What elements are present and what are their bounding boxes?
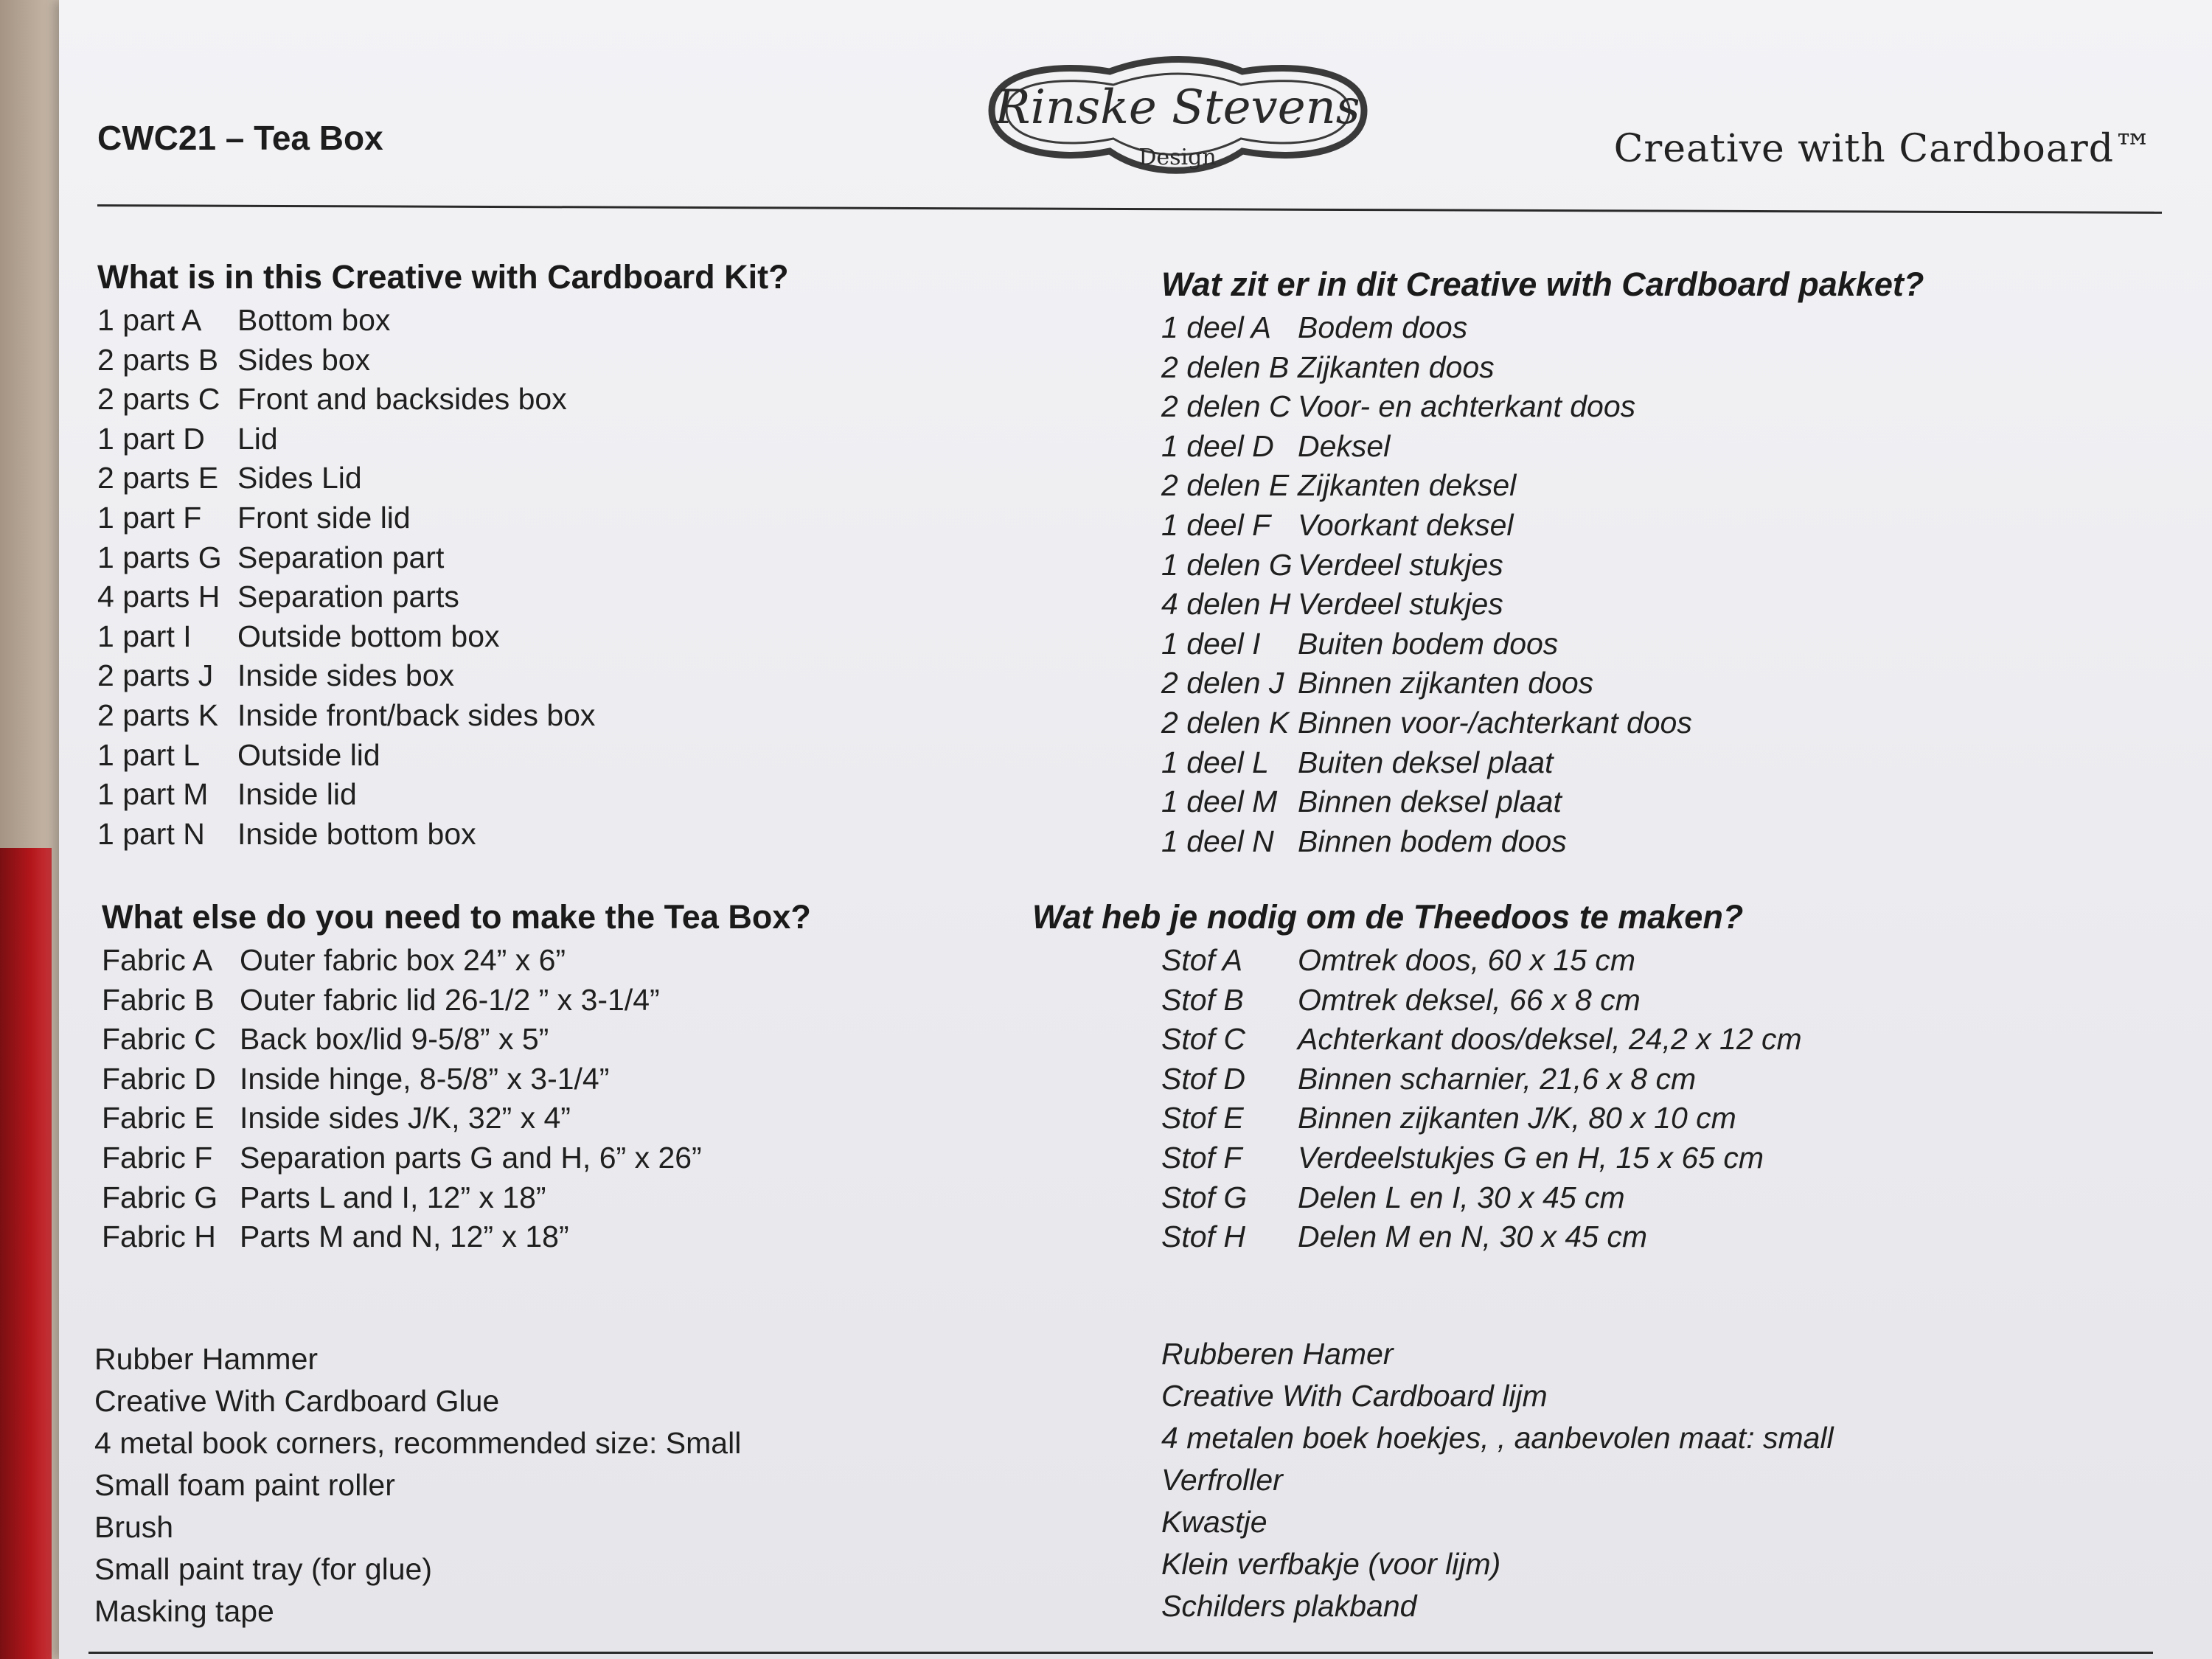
item-label: Fabric C <box>102 1022 216 1057</box>
item-label: Stof B <box>1161 982 1244 1017</box>
kit-contents-dutch <box>1161 265 2179 861</box>
item-label: Stof A <box>1161 943 1243 977</box>
item-label: Stof G <box>1161 1180 1248 1214</box>
list-item <box>1161 782 2179 822</box>
list-item <box>97 775 1056 815</box>
list-item <box>1161 941 2183 981</box>
item-description: Voor- en achterkant doos <box>1298 389 1636 424</box>
item-description: Inside hinge, 8-5/8” x 3-1/4” <box>240 1061 610 1096</box>
item-label: 2 delen C <box>1161 389 1291 424</box>
needs-list-dutch <box>1032 941 2183 1257</box>
item-label: Fabric B <box>102 982 215 1017</box>
item-description: Inside bottom box <box>237 816 476 851</box>
item-label: 2 parts K <box>97 698 219 732</box>
list-item <box>97 498 1056 538</box>
item-label: Fabric F <box>102 1140 213 1175</box>
item-label: Stof D <box>1161 1061 1245 1096</box>
item-description: Binnen bodem doos <box>1298 824 1567 858</box>
instruction-sheet <box>59 0 2212 1659</box>
list-item <box>97 380 1056 420</box>
list-item <box>1161 664 2179 703</box>
item-description: Bodem doos <box>1298 310 1468 344</box>
list-item <box>102 1178 1060 1218</box>
item-description: Verdeel stukjes <box>1298 547 1503 582</box>
list-item: Creative With Cardboard lijm <box>1161 1379 1548 1413</box>
item-description: Separation parts G and H, 6” x 26” <box>240 1140 702 1175</box>
list-item <box>97 420 1056 459</box>
needs-list-english <box>102 941 1060 1257</box>
list-item <box>102 941 1060 981</box>
item-label: Stof H <box>1161 1220 1245 1254</box>
kit-heading-dutch: Wat zit er in dit Creative with Cardboard pakket? <box>1161 265 1924 303</box>
list-item <box>1161 1020 2183 1060</box>
item-description: Inside front/back sides box <box>237 698 596 732</box>
list-item <box>1161 625 2179 664</box>
item-description: Binnen zijkanten doos <box>1298 666 1594 700</box>
item-label: Fabric A <box>102 943 213 977</box>
item-description: Outside bottom box <box>237 619 500 653</box>
item-label: 1 deel D <box>1161 428 1274 463</box>
list-item: 4 metal book corners, recommended size: Small <box>94 1426 742 1460</box>
item-description: Inside sides J/K, 32” x 4” <box>240 1101 571 1135</box>
item-label: 1 deel F <box>1161 507 1271 542</box>
needs-heading-dutch: Wat heb je nodig om de Theedoos te maken? <box>1032 898 1744 936</box>
list-item <box>97 656 1056 696</box>
item-label: 1 part A <box>97 303 202 337</box>
list-item <box>1161 387 2179 427</box>
item-label: 1 deel L <box>1161 745 1269 779</box>
brand-name: Creative with Cardboard™ <box>1613 127 2153 171</box>
list-item <box>97 815 1056 855</box>
list-item <box>102 1060 1060 1099</box>
item-description: Binnen scharnier, 21,6 x 8 cm <box>1298 1061 1697 1096</box>
list-item <box>1161 546 2179 585</box>
item-label: 1 delen G <box>1161 547 1293 582</box>
item-description: Back box/lid 9-5/8” x 5” <box>240 1022 549 1057</box>
list-item: Brush <box>94 1510 174 1544</box>
item-description: Lid <box>237 421 278 456</box>
item-label: Fabric G <box>102 1180 218 1214</box>
item-description: Voorkant deksel <box>1298 507 1514 542</box>
item-description: Omtrek doos, 60 x 15 cm <box>1298 943 1636 977</box>
item-label: 1 part F <box>97 500 202 535</box>
list-item <box>97 696 1056 736</box>
item-description: Omtrek deksel, 66 x 8 cm <box>1298 982 1641 1017</box>
item-label: Stof F <box>1161 1140 1242 1175</box>
kit-list-dutch <box>1161 308 2179 861</box>
kit-list-english <box>97 301 1056 854</box>
needs-heading-english: What else do you need to make the Tea Box? <box>102 898 811 936</box>
item-label: 1 part I <box>97 619 192 653</box>
list-item: Creative With Cardboard Glue <box>94 1384 500 1418</box>
list-item <box>1161 1099 2183 1138</box>
tools-english <box>94 1338 1053 1632</box>
list-item <box>102 1020 1060 1060</box>
item-description: Zijkanten doos <box>1298 349 1495 384</box>
item-description: Deksel <box>1298 428 1391 463</box>
item-label: 4 delen H <box>1161 587 1291 622</box>
item-label: Fabric E <box>102 1101 215 1135</box>
list-item <box>102 1217 1060 1257</box>
item-description: Binnen deksel plaat <box>1298 785 1562 819</box>
item-label: 2 delen J <box>1161 666 1284 700</box>
list-item: Small foam paint roller <box>94 1468 395 1502</box>
item-label: 2 delen K <box>1161 705 1290 740</box>
list-item: Verfroller <box>1161 1463 1283 1497</box>
item-description: Buiten deksel plaat <box>1298 745 1554 779</box>
item-description: Separation parts <box>237 580 459 614</box>
list-item <box>1161 466 2179 506</box>
item-label: 2 parts E <box>97 461 219 495</box>
item-description: Verdeelstukjes G en H, 15 x 65 cm <box>1298 1140 1764 1175</box>
list-item <box>97 538 1056 578</box>
item-description: Separation part <box>237 540 445 574</box>
needs-english <box>102 898 1060 1257</box>
background-red-book <box>0 848 52 1659</box>
list-item <box>97 301 1056 341</box>
item-description: Outer fabric lid 26-1/2 ” x 3-1/4” <box>240 982 660 1017</box>
list-item: Kwastje <box>1161 1505 1267 1539</box>
list-item: Schilders plakband <box>1161 1589 1417 1623</box>
item-label: 2 parts J <box>97 658 214 693</box>
list-item <box>102 1099 1060 1138</box>
item-label: 1 part L <box>97 737 201 772</box>
list-item <box>1161 585 2179 625</box>
list-item <box>97 341 1056 380</box>
item-description: Delen M en N, 30 x 45 cm <box>1298 1220 1647 1254</box>
item-label: 1 part D <box>97 421 205 456</box>
item-label: 1 part N <box>97 816 205 851</box>
list-item <box>1161 703 2179 743</box>
list-item <box>97 617 1056 657</box>
item-label: 2 parts B <box>97 342 219 377</box>
list-item <box>1161 1178 2183 1218</box>
item-label: 2 delen E <box>1161 468 1290 503</box>
item-label: 2 delen B <box>1161 349 1290 384</box>
list-item <box>102 981 1060 1020</box>
list-item <box>1161 743 2179 783</box>
list-item <box>1161 981 2183 1020</box>
footer-divider <box>88 1652 2153 1654</box>
item-label: Stof C <box>1161 1022 1245 1057</box>
item-description: Parts L and I, 12” x 18” <box>240 1180 546 1214</box>
list-item: Small paint tray (for glue) <box>94 1552 433 1586</box>
document-title: CWC21 – Tea Box <box>97 119 383 157</box>
item-description: Binnen zijkanten J/K, 80 x 10 cm <box>1298 1101 1736 1135</box>
item-description: Zijkanten deksel <box>1298 468 1517 503</box>
item-label: 1 deel N <box>1161 824 1274 858</box>
item-description: Sides Lid <box>237 461 362 495</box>
item-description: Front and backsides box <box>237 382 567 417</box>
item-description: Outside lid <box>237 737 380 772</box>
item-label: 1 deel A <box>1161 310 1271 344</box>
list-item: Rubberen Hamer <box>1161 1337 1394 1371</box>
list-item <box>1161 1217 2183 1257</box>
list-item <box>1161 1060 2183 1099</box>
list-item: Masking tape <box>94 1594 274 1628</box>
item-description: Bottom box <box>237 303 391 337</box>
list-item <box>102 1138 1060 1178</box>
item-description: Buiten bodem doos <box>1298 626 1559 661</box>
item-description: Binnen voor-/achterkant doos <box>1298 705 1692 740</box>
item-description: Delen L en I, 30 x 45 cm <box>1298 1180 1625 1214</box>
list-item: Rubber Hammer <box>94 1342 319 1376</box>
item-description: Achterkant doos/deksel, 24,2 x 12 cm <box>1298 1022 1802 1057</box>
logo-name: Rinske Stevens <box>995 80 1360 135</box>
item-description: Sides box <box>237 342 371 377</box>
item-label: 1 deel I <box>1161 626 1261 661</box>
kit-heading-english: What is in this Creative with Cardboard Kit? <box>97 258 789 296</box>
list-item <box>1161 506 2179 546</box>
list-item <box>1161 427 2179 467</box>
list-item <box>97 459 1056 498</box>
list-item <box>97 736 1056 776</box>
item-label: 1 part M <box>97 777 209 812</box>
item-label: Fabric D <box>102 1061 216 1096</box>
list-item: 4 metalen boek hoekjes, , aanbevolen maat: small <box>1161 1421 1834 1455</box>
item-label: 4 parts H <box>97 580 220 614</box>
item-description: Verdeel stukjes <box>1298 587 1503 622</box>
item-label: 2 parts C <box>97 382 220 417</box>
list-item <box>1161 822 2179 862</box>
item-description: Inside sides box <box>237 658 455 693</box>
item-description: Front side lid <box>237 500 411 535</box>
item-description: Inside lid <box>237 777 357 812</box>
header-divider <box>97 204 2162 214</box>
logo-subtitle: Design <box>1138 145 1217 170</box>
item-description: Parts M and N, 12” x 18” <box>240 1220 569 1254</box>
item-label: 1 parts G <box>97 540 222 574</box>
rinske-stevens-logo <box>962 41 1390 192</box>
kit-contents-english <box>97 258 1056 854</box>
list-item <box>97 577 1056 617</box>
list-item <box>1161 348 2179 388</box>
list-item: Klein verfbakje (voor lijm) <box>1161 1547 1501 1581</box>
tools-dutch <box>1161 1333 2179 1627</box>
item-label: Fabric H <box>102 1220 216 1254</box>
item-description: Outer fabric box 24” x 6” <box>240 943 566 977</box>
item-label: 1 deel M <box>1161 785 1278 819</box>
needs-dutch <box>1032 898 2183 1257</box>
list-item <box>1161 1138 2183 1178</box>
item-label: Stof E <box>1161 1101 1244 1135</box>
list-item <box>1161 308 2179 348</box>
